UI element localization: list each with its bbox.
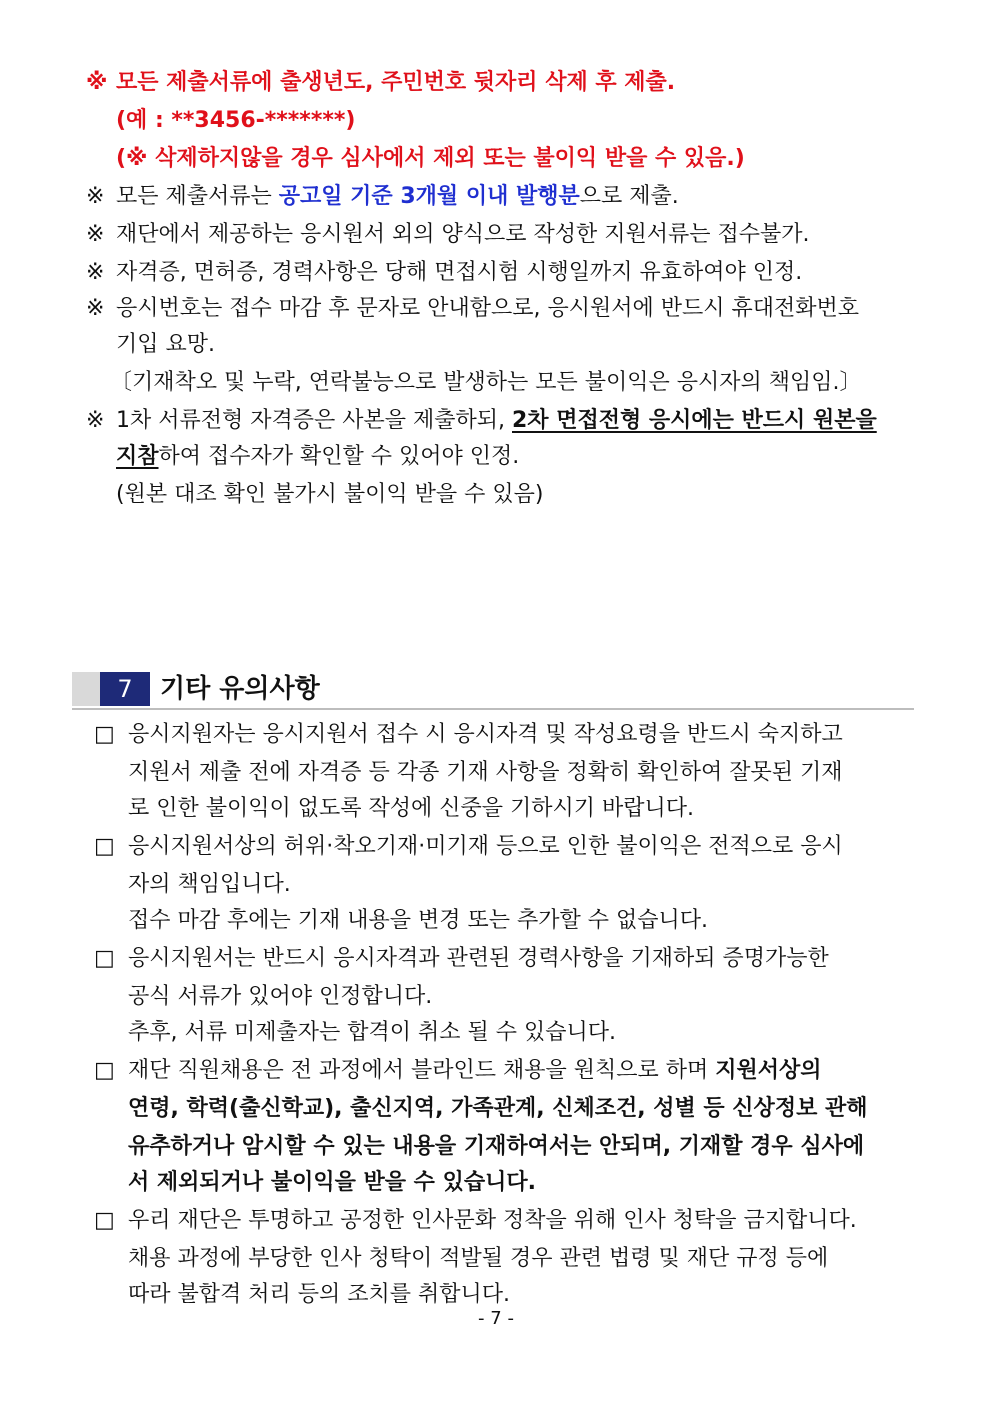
section-header xyxy=(72,668,914,710)
reference-mark: ※ xyxy=(86,184,105,209)
item-4-line-2: 연령, 학력(출신학교), 출신지역, 가족관계, 신체조건, 성별 등 신상정보 관해 xyxy=(128,1096,868,1121)
note-5-line-1: 응시번호는 접수 마감 후 문자로 안내함으로, 응시원서에 반드시 휴대전화번호 xyxy=(116,296,860,321)
section-accent xyxy=(72,672,100,706)
item-3-line-2: 공식 서류가 있어야 인정합니다. xyxy=(128,984,433,1009)
item-5 xyxy=(94,1204,857,1238)
note-3 xyxy=(86,218,810,252)
item-2 xyxy=(94,830,843,864)
item-1-line-1: 응시지원자는 응시지원서 접수 시 응시자격 및 작성요령을 반드시 숙지하고 xyxy=(128,722,843,747)
note-5-line-2: 기입 요망. xyxy=(116,332,215,357)
note-4-text: 자격증, 면허증, 경력사항은 당해 면접시험 시행일까지 유효하여야 인정. xyxy=(116,260,803,285)
item-2-line-3: 접수 마감 후에는 기재 내용을 변경 또는 추가할 수 없습니다. xyxy=(128,908,708,933)
item-4-bold-start: 지원서상의 xyxy=(715,1058,822,1083)
note-2-post: 으로 제출. xyxy=(579,184,679,209)
note-1-example: (예 : **3456-*******) xyxy=(116,108,356,133)
item-4 xyxy=(94,1054,822,1088)
note-1-warning: (※ 삭제하지않을 경우 심사에서 제외 또는 불이익 받을 수 있음.) xyxy=(116,146,745,171)
reference-mark: ※ xyxy=(86,296,105,321)
checkbox-bullet-icon: □ xyxy=(94,1058,115,1083)
item-5-line-1: 우리 재단은 투명하고 공정한 인사문화 정착을 위해 인사 청탁을 금지합니다. xyxy=(128,1208,857,1233)
reference-mark: ※ xyxy=(86,222,105,247)
note-1-text: 모든 제출서류에 출생년도, 주민번호 뒷자리 삭제 후 제출. xyxy=(116,70,676,95)
item-1 xyxy=(94,718,843,752)
note-3-text: 재단에서 제공하는 응시원서 외의 양식으로 작성한 지원서류는 접수불가. xyxy=(116,222,810,247)
page-number: - 7 - xyxy=(478,1308,514,1329)
note-6-line-3: (원본 대조 확인 불가시 불이익 받을 수 있음) xyxy=(116,482,544,507)
note-6-bold-1: 2차 면접전형 응시에는 반드시 원본을 xyxy=(512,408,877,433)
item-5-line-3: 따라 불합격 처리 등의 조치를 취합니다. xyxy=(128,1282,510,1307)
note-2-highlight: 공고일 기준 3개월 이내 발행분 xyxy=(278,184,580,209)
note-6-pre: 1차 서류전형 자격증은 사본을 제출하되, xyxy=(116,408,512,433)
note-6 xyxy=(86,404,877,438)
item-3-line-1: 응시지원서는 반드시 응시자격과 관련된 경력사항을 기재하되 증명가능한 xyxy=(128,946,829,971)
section-number: 7 xyxy=(100,672,150,706)
item-4-line-4: 서 제외되거나 불이익을 받을 수 있습니다. xyxy=(128,1170,536,1195)
item-2-line-1: 응시지원서상의 허위·착오기재·미기재 등으로 인한 불이익은 전적으로 응시 xyxy=(128,834,843,859)
reference-mark: ※ xyxy=(86,70,108,95)
reference-mark: ※ xyxy=(86,260,105,285)
note-1 xyxy=(86,66,675,100)
checkbox-bullet-icon: □ xyxy=(94,834,115,859)
item-1-line-3: 로 인한 불이익이 없도록 작성에 신중을 기하시기 바랍니다. xyxy=(128,796,694,821)
note-6-post: 하여 접수자가 확인할 수 있어야 인정. xyxy=(158,444,520,469)
item-5-line-2: 채용 과정에 부당한 인사 청탁이 적발될 경우 관련 법령 및 재단 규정 등에 xyxy=(128,1246,829,1271)
item-2-line-2: 자의 책임입니다. xyxy=(128,872,291,897)
section-title: 기타 유의사항 xyxy=(160,674,320,704)
item-4-line-1: 재단 직원채용은 전 과정에서 블라인드 채용을 원칙으로 하며 xyxy=(128,1058,716,1083)
note-5 xyxy=(86,292,859,326)
item-3 xyxy=(94,942,829,976)
note-6-bold-2: 지참 xyxy=(116,444,159,469)
note-5-line-3: 〔기재착오 및 누락, 연락불능으로 발생하는 모든 불이익은 응시자의 책임임.〕 xyxy=(110,370,862,395)
item-1-line-2: 지원서 제출 전에 자격증 등 각종 기재 사항을 정확히 확인하여 잘못된 기재 xyxy=(128,760,843,785)
checkbox-bullet-icon: □ xyxy=(94,1208,115,1233)
item-4-line-3: 유추하거나 암시할 수 있는 내용을 기재하여서는 안되며, 기재할 경우 심사에 xyxy=(128,1134,865,1159)
note-4 xyxy=(86,256,802,290)
checkbox-bullet-icon: □ xyxy=(94,722,115,747)
checkbox-bullet-icon: □ xyxy=(94,946,115,971)
note-2 xyxy=(86,180,679,214)
note-2-pre: 모든 제출서류는 xyxy=(116,184,279,209)
reference-mark: ※ xyxy=(86,408,105,433)
item-3-line-3: 추후, 서류 미제출자는 합격이 취소 될 수 있습니다. xyxy=(128,1020,616,1045)
note-6-line-2 xyxy=(116,440,519,474)
